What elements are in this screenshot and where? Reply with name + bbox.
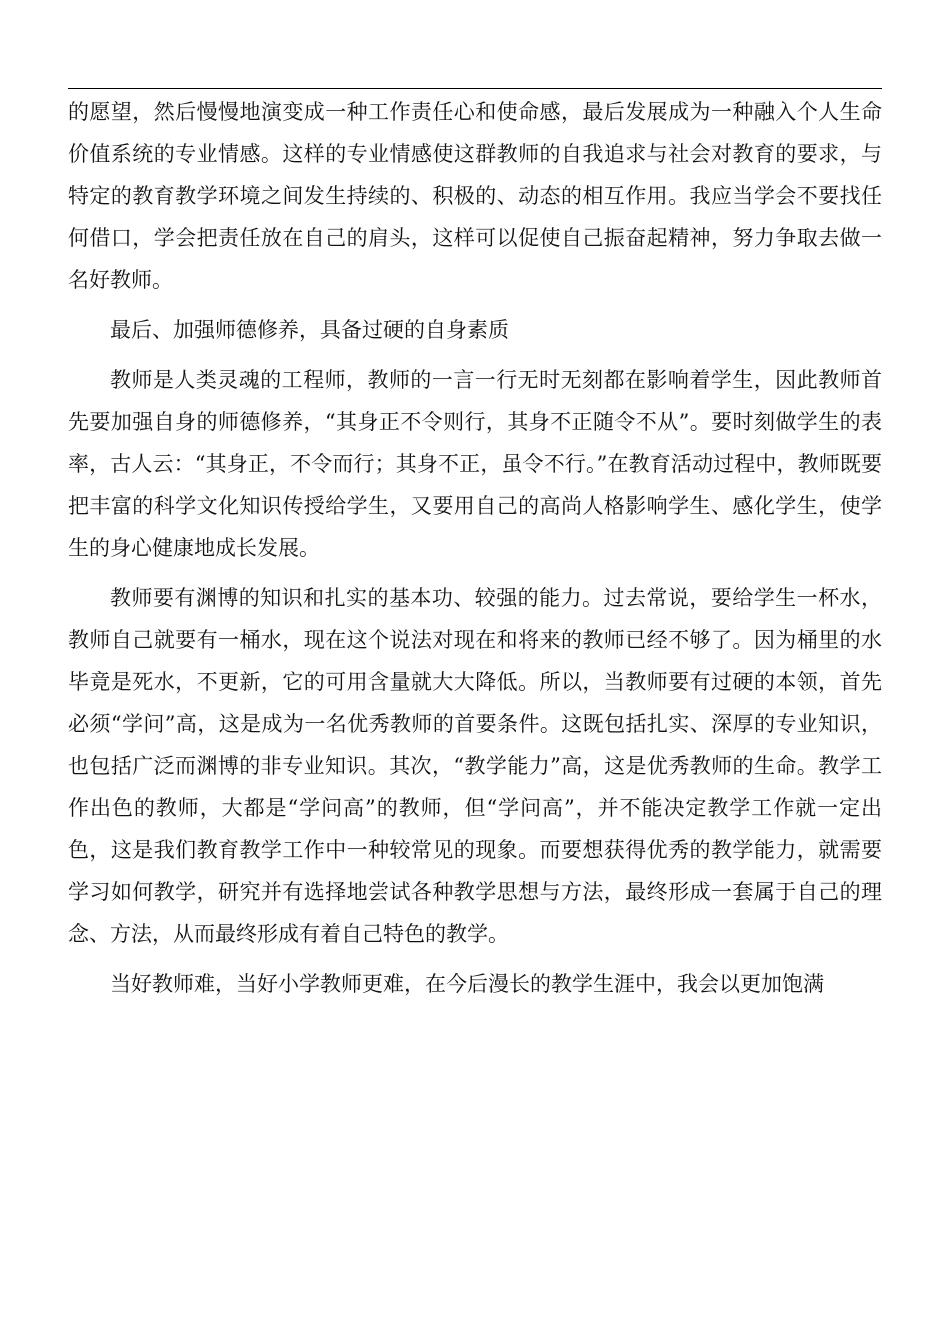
- header-rule: [68, 88, 882, 89]
- paragraph: 当好教师难，当好小学教师更难，在今后漫长的教学生涯中，我会以更加饱满: [110, 972, 824, 996]
- section-heading: 最后、加强师德修养，具备过硬的自身素质: [110, 318, 509, 342]
- paragraph-continuation: 的愿望，然后慢慢地演变成一种工作责任心和使命感，最后发展成为一种融入个人生命价值系统的专业情感。这样的专业情感使这群教师的自我追求与社会对教育的要求，与特定的教育教学环境之间发生持续的、积极的、动态的相互作用。我应当学会不要找任何借口，学会把责任放在自己的肩头，这样可以促使自己振奋起精神，努力争取去做一名好教师。: [68, 100, 882, 292]
- paragraph: 教师要有渊博的知识和扎实的基本功、较强的能力。过去常说，要给学生一杯水，教师自己就要有一桶水，现在这个说法对现在和将来的教师已经不够了。因为桶里的水毕竟是死水，不更新，它的可用含量就大大降低。所以，当教师要有过硬的本领，首先必须“学问”高，这是成为一名优秀教师的首要条件。这既包括扎实、深厚的专业知识，也包括广泛而渊博的非专业知识。其次，“教学能力”高，这是优秀教师的生命。教学工作出色的教师，大都是“学问高”的教师，但“学问高”，并不能决定教学工作就一定出色，这是我们教育教学工作中一种较常见的现象。而要想获得优秀的教学能力，就需要学习如何教学，研究并有选择地尝试各种教学思想与方法，最终形成一套属于自己的理念、方法，从而最终形成有着自己特色的教学。: [68, 586, 882, 946]
- paragraph: 教师是人类灵魂的工程师，教师的一言一行无时无刻都在影响着学生，因此教师首先要加强自身的师德修养，“其身正不令则行，其身不正随令不从”。要时刻做学生的表率，古人云：“其身正，不令而行；其身不正，虽令不行。”在教育活动过程中，教师既要把丰富的科学文化知识传授给学生，又要用自己的高尚人格影响学生、感化学生，使学生的身心健康地成长发展。: [68, 368, 882, 560]
- document-body: [68, 91, 882, 1013]
